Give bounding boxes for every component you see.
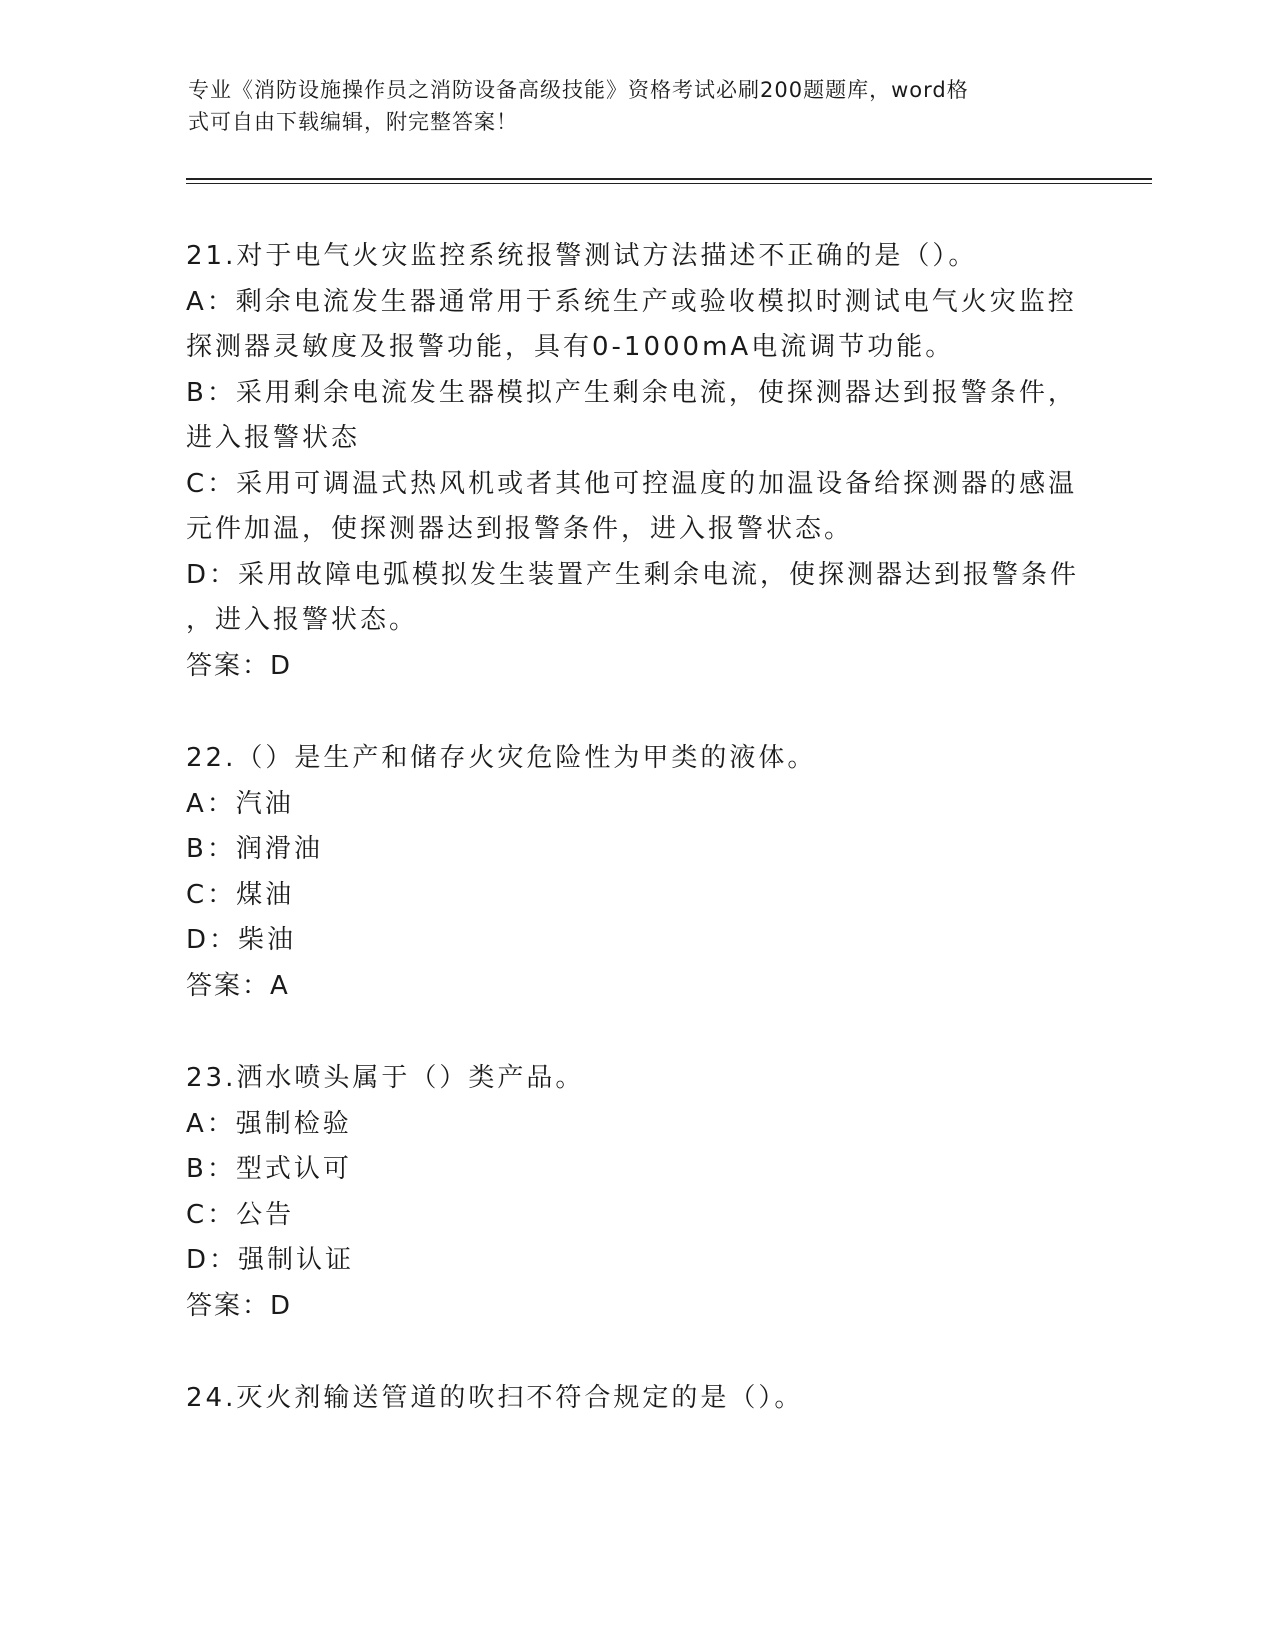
option-c: C：采用可调温式热风机或者其他可控温度的加温设备给探测器的感温: [186, 468, 1078, 499]
header-divider: [186, 178, 1152, 180]
question-stem: 24.灭火剂输送管道的吹扫不符合规定的是（）。: [186, 1383, 804, 1413]
header-divider-thin: [186, 183, 1152, 184]
option-a: A：汽油: [186, 788, 294, 819]
option-d: D：柴油: [186, 925, 297, 955]
question-stem: 22.（）是生产和储存火灾危险性为甲类的液体。: [186, 743, 817, 773]
question-21: [186, 234, 1086, 689]
header-line-2: 式可自由下载编辑，附完整答案！: [188, 110, 518, 134]
option-b: B：润滑油: [186, 834, 323, 864]
option-d: D：强制认证: [186, 1245, 355, 1275]
header-line-1: 专业《消防设施操作员之消防设备高级技能》资格考试必刷200题题库，word格: [188, 78, 969, 102]
question-23: [186, 1056, 1086, 1329]
answer-line: 答案：D: [186, 650, 293, 681]
option-d-continued: ，进入报警状态。: [186, 605, 419, 635]
option-a: A：剩余电流发生器通常用于系统生产或验收模拟时测试电气火灾监控: [186, 286, 1077, 317]
answer-line: 答案：A: [186, 970, 290, 1001]
option-c: C：煤油: [186, 879, 295, 910]
option-a-continued: 探测器灵敏度及报警功能，具有0-1000mA电流调节功能。: [186, 332, 955, 362]
option-b: B：采用剩余电流发生器模拟产生剩余电流，使探测器达到报警条件，: [186, 377, 1077, 408]
question-22: [186, 736, 1086, 1009]
question-list: [186, 234, 1086, 1469]
document-header: [188, 74, 1068, 138]
option-c-continued: 元件加温，使探测器达到报警条件，进入报警状态。: [186, 514, 854, 544]
option-c: C：公告: [186, 1199, 295, 1230]
option-b-continued: 进入报警状态: [186, 423, 361, 453]
question-24: [186, 1376, 1086, 1422]
question-stem: 21.对于电气火灾监控系统报警测试方法描述不正确的是（）。: [186, 241, 978, 271]
answer-line: 答案：D: [186, 1290, 293, 1321]
option-a: A：强制检验: [186, 1108, 352, 1139]
option-b: B：型式认可: [186, 1154, 352, 1184]
option-d: D：采用故障电弧模拟发生装置产生剩余电流，使探测器达到报警条件: [186, 559, 1080, 590]
question-stem: 23.洒水喷头属于（）类产品。: [186, 1063, 585, 1093]
